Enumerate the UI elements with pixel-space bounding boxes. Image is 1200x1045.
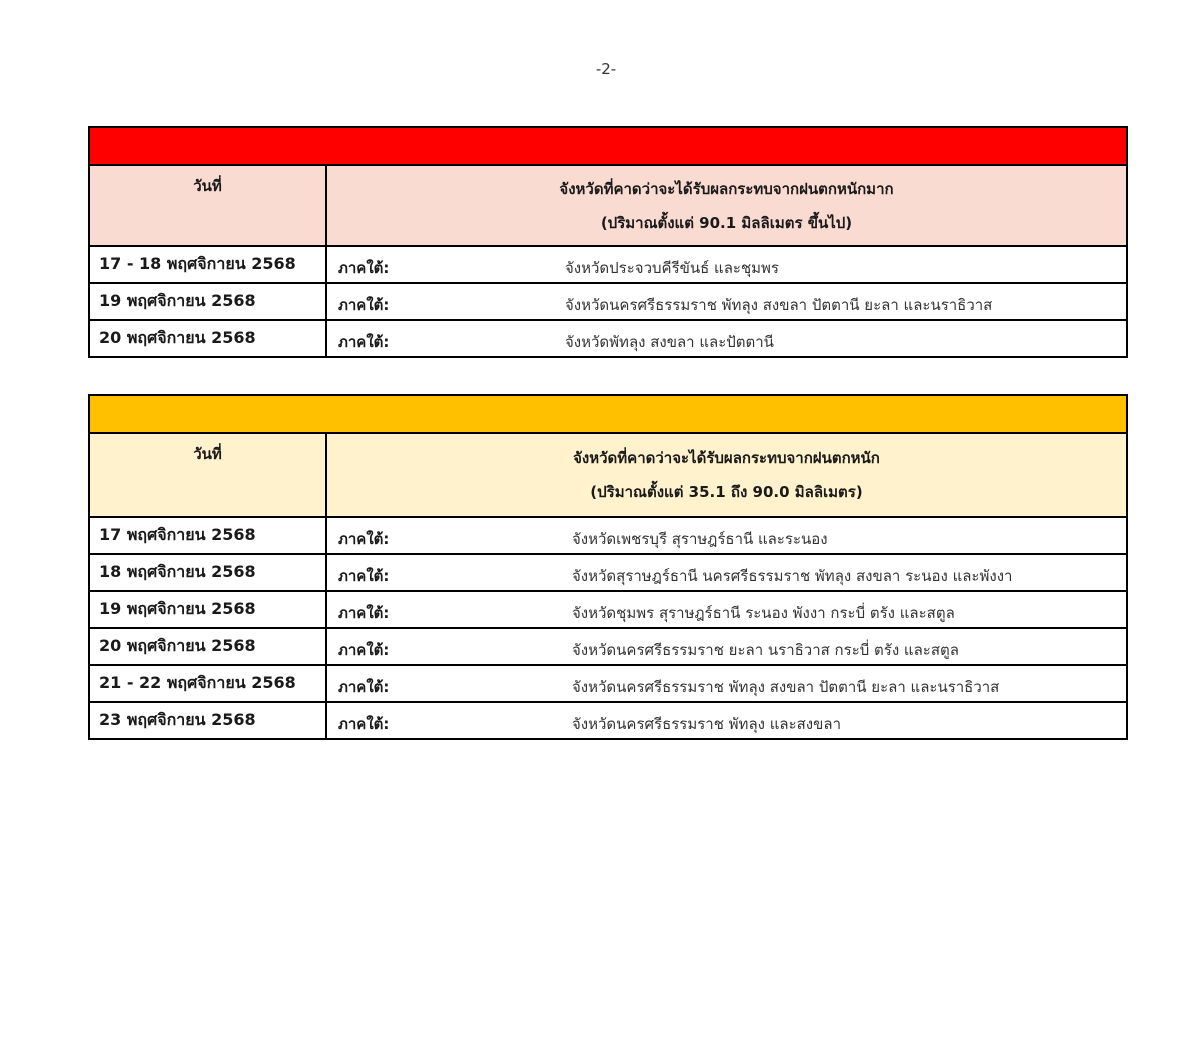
date-cell: 17 - 18 พฤศจิกายน 2568 [89, 246, 326, 283]
province-list: จังหวัดเพชรบุรี สุราษฎร์ธานี และระนอง [572, 530, 828, 548]
region-label: ภาคใต้: [338, 641, 390, 659]
table-row [89, 628, 1127, 665]
provinces-cell [326, 591, 1127, 628]
table-row [89, 554, 1127, 591]
date-column-header: วันที่ [89, 165, 326, 246]
province-list: จังหวัดนครศรีธรรมราช พัทลุง และสงขลา [572, 715, 841, 733]
table-row [89, 591, 1127, 628]
region-label: ภาคใต้: [338, 333, 390, 351]
provinces-column-header [326, 165, 1127, 246]
heavy-rain-banner [89, 127, 1127, 165]
province-list: จังหวัดชุมพร สุราษฎร์ธานี ระนอง พังงา กระบี่ ตรัง และสตูล [572, 604, 955, 622]
table-row [89, 320, 1127, 357]
provinces-cell [326, 320, 1127, 357]
heavy-rain-table [88, 126, 1128, 358]
moderate-rain-table [88, 394, 1128, 740]
province-list: จังหวัดสุราษฎร์ธานี นครศรีธรรมราช พัทลุง สงขลา ระนอง และพังงา [572, 567, 1013, 585]
page-number: -2- [595, 60, 617, 78]
region-label: ภาคใต้: [338, 604, 390, 622]
table-header-row [89, 433, 1127, 517]
region-label: ภาคใต้: [338, 567, 390, 585]
date-cell: 18 พฤศจิกายน 2568 [89, 554, 326, 591]
province-list: จังหวัดประจวบคีรีขันธ์ และชุมพร [565, 259, 779, 277]
date-cell: 21 - 22 พฤศจิกายน 2568 [89, 665, 326, 702]
moderate-rain-banner [89, 395, 1127, 433]
rain-amount-note: (ปริมาณตั้งแต่ 35.1 ถึง 90.0 มิลลิเมตร) [590, 483, 863, 501]
region-label: ภาคใต้: [338, 296, 390, 314]
region-label: ภาคใต้: [338, 259, 390, 277]
date-cell: 19 พฤศจิกายน 2568 [89, 591, 326, 628]
date-cell: 19 พฤศจิกายน 2568 [89, 283, 326, 320]
province-list: จังหวัดนครศรีธรรมราช พัทลุง สงขลา ปัตตานี ยะลา และนราธิวาส [565, 296, 993, 314]
region-label: ภาคใต้: [338, 530, 390, 548]
table-row [89, 702, 1127, 739]
provinces-cell [326, 702, 1127, 739]
date-cell: 17 พฤศจิกายน 2568 [89, 517, 326, 554]
rain-amount-note: (ปริมาณตั้งแต่ 90.1 มิลลิเมตร ขึ้นไป) [600, 213, 853, 232]
provinces-cell [326, 517, 1127, 554]
province-list: จังหวัดนครศรีธรรมราช พัทลุง สงขลา ปัตตานี ยะลา และนราธิวาส [572, 678, 1000, 696]
date-cell: 23 พฤศจิกายน 2568 [89, 702, 326, 739]
province-list: จังหวัดพัทลุง สงขลา และปัตตานี [565, 333, 774, 351]
provinces-header-title: จังหวัดที่คาดว่าจะได้รับผลกระทบจากฝนตกหนักมาก [559, 179, 894, 198]
province-list: จังหวัดนครศรีธรรมราช ยะลา นราธิวาส กระบี่ ตรัง และสตูล [572, 641, 959, 659]
table-row [89, 283, 1127, 320]
table-row [89, 517, 1127, 554]
date-cell: 20 พฤศจิกายน 2568 [89, 320, 326, 357]
table-row [89, 246, 1127, 283]
table-row [89, 665, 1127, 702]
provinces-column-header [326, 433, 1127, 517]
provinces-cell [326, 665, 1127, 702]
provinces-cell [326, 628, 1127, 665]
table-header-row [89, 165, 1127, 246]
provinces-cell [326, 283, 1127, 320]
date-cell: 20 พฤศจิกายน 2568 [89, 628, 326, 665]
provinces-header-title: จังหวัดที่คาดว่าจะได้รับผลกระทบจากฝนตกหนัก [573, 449, 880, 467]
date-column-header: วันที่ [89, 433, 326, 517]
provinces-cell [326, 554, 1127, 591]
provinces-cell [326, 246, 1127, 283]
region-label: ภาคใต้: [338, 715, 390, 733]
region-label: ภาคใต้: [338, 678, 390, 696]
